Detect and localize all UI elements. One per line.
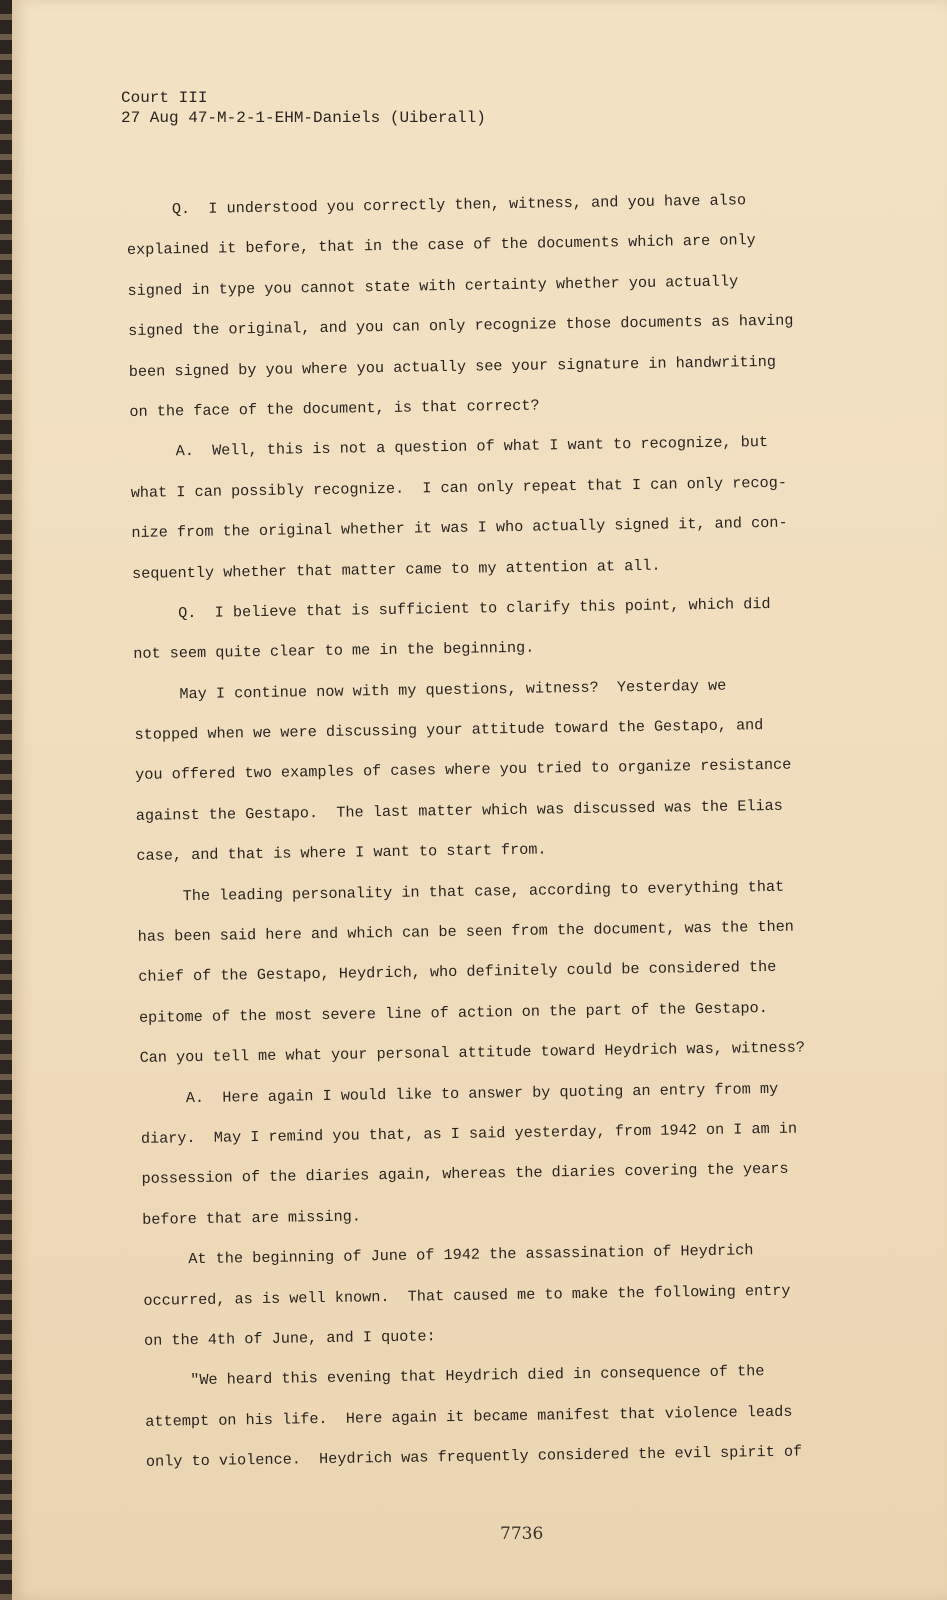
transcript-line: on the 4th of June, and I quote: (143, 1327, 436, 1350)
transcript-line: Can you tell me what your personal attitude toward Heydrich was, witness? (139, 1038, 806, 1068)
transcript-line: Q. I believe that is sufficient to clarify this point, which did (132, 594, 771, 623)
transcript-line: against the Gestapo. The last matter which was discussed was the Elias (135, 796, 783, 825)
transcript-line: sequently whether that matter came to my attention at all. (131, 556, 661, 583)
transcript-line: attempt on his life. Here again it became manifest that violence leads (145, 1402, 793, 1431)
transcript-line: you offered two examples of cases where you tried to organize resistance (135, 756, 792, 785)
transcript-line: A. Here again I would like to answer by quoting an entry from my (140, 1079, 779, 1108)
transcript-line: on the face of the document, is that correct? (129, 396, 540, 421)
session-reference: 27 Aug 47-M-2-1-EHM-Daniels (Uiberall) (121, 109, 486, 127)
transcript-line: signed in type you cannot state with certainty whether you actually (127, 272, 739, 300)
document-header (121, 88, 486, 128)
transcript-line: only to violence. Heydrich was frequently considered the evil spirit of (145, 1442, 803, 1471)
transcript-line: At the beginning of June of 1942 the assassination of Heydrich (142, 1241, 754, 1270)
transcript-line: case, and that is where I want to start from. (136, 840, 547, 866)
transcript-line: stopped when we were discussing your attitude toward the Gestapo, and (134, 716, 764, 745)
transcript-line: nize from the original whether it was I who actually signed it, and con- (131, 513, 788, 543)
transcript-line: explained it before, that in the case of the documents which are only (126, 231, 756, 260)
transcript-line: epitome of the most severe line of action on the part of the Gestapo. (138, 998, 768, 1027)
transcript-line: "We heard this evening that Heydrich died in consequence of the (144, 1362, 765, 1391)
transcript-line: The leading personality in that case, according to everything that (136, 877, 785, 906)
page-number: 7736 (500, 1524, 544, 1544)
transcript-line: has been said here and which can be seen from the document, was the then (137, 917, 795, 946)
transcript-line: before that are missing. (142, 1207, 362, 1229)
court-label: Court III (121, 89, 208, 107)
transcript-line: not seem quite clear to me in the beginning. (133, 638, 535, 664)
transcript-line: occurred, as is well known. That caused me to make the following entry (143, 1281, 791, 1310)
transcript-line: Q. I understood you correctly then, witness, and you have also (126, 191, 747, 219)
transcript-body (126, 178, 891, 1482)
transcript-line: diary. May I remind you that, as I said yesterday, from 1942 on I am in (140, 1119, 798, 1148)
transcript-line: chief of the Gestapo, Heydrich, who definitely could be considered the (138, 958, 777, 987)
transcript-line: possession of the diaries again, whereas the diaries covering the years (141, 1160, 789, 1189)
transcript-line: signed the original, and you can only recognize those documents as having (128, 311, 794, 341)
binding-edge (0, 0, 12, 1600)
transcript-line: May I continue now with my questions, witness? Yesterday we (133, 676, 727, 704)
transcript-line: what I can possibly recognize. I can only repeat that I can only recog- (130, 473, 788, 502)
transcript-line: been signed by you where you actually see your signature in handwriting (128, 352, 777, 381)
transcript-line: A. Well, this is not a question of what I want to recognize, but (129, 433, 769, 462)
